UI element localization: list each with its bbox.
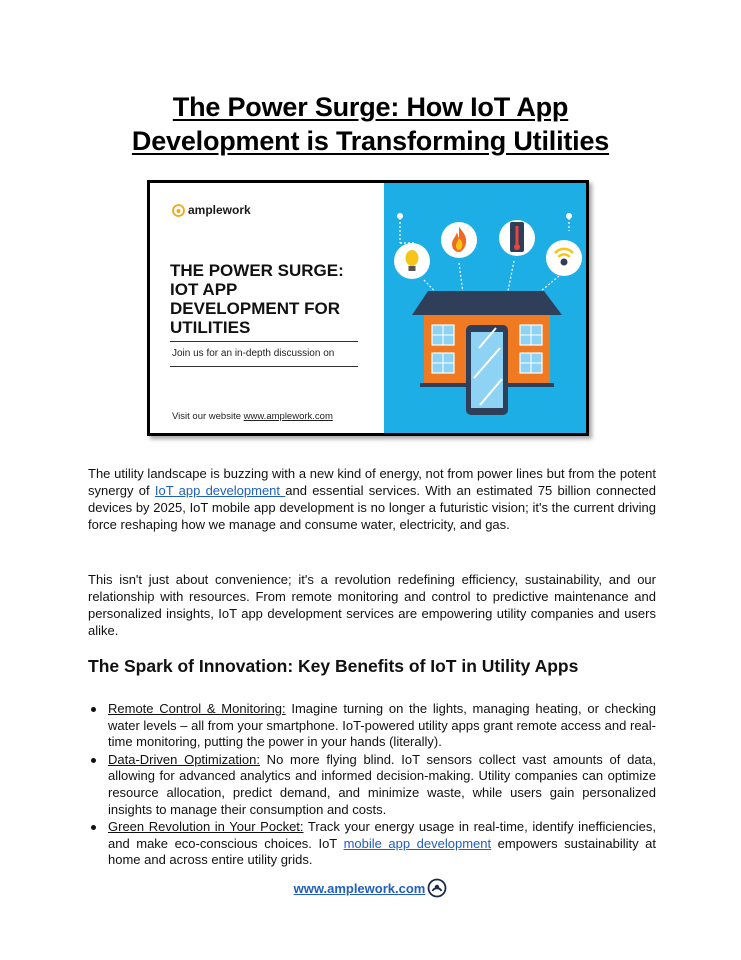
banner-image — [147, 180, 589, 436]
banner-visit-link: www.amplework.com — [243, 411, 333, 422]
amplework-footer-logo-icon — [427, 878, 447, 898]
amplework-logo-icon — [172, 204, 185, 217]
bullet-label: Green Revolution in Your Pocket: — [108, 819, 304, 835]
list-item — [88, 701, 656, 751]
flame-icon — [441, 222, 477, 258]
intro-text-before: The utility landscape is buzzing with a new kind of energy, not from power lines but from the potent synergy of — [88, 466, 656, 498]
title-line-1: The Power Surge: How IoT App — [172, 92, 569, 122]
mobile-app-development-link[interactable]: mobile app development — [343, 835, 492, 851]
iot-app-development-link[interactable]: IoT app development — [154, 483, 286, 498]
bullet-text: empowers sustainability at home and across entire utility grids. — [108, 835, 656, 868]
intro-text-after: and essential services. With an estimated 75 billion connected devices by 2025, IoT mobile app development is no longer a futuristic vision; it's the current driving force reshaping how we manage and consume water, electricity, and gas. — [88, 483, 657, 532]
banner-divider — [170, 366, 358, 367]
smart-house-illustration — [384, 183, 586, 433]
banner-headline — [170, 261, 380, 337]
list-item — [88, 752, 656, 818]
banner-left-panel — [150, 183, 384, 433]
smartphone-door-icon — [466, 325, 508, 415]
bullet-label: Data-Driven Optimization: — [108, 751, 260, 767]
title-line-2: Development is Transforming Utilities — [131, 126, 610, 156]
second-paragraph: This isn't just about convenience; it's a revolution redefining efficiency, sustainability, and our relationship with resources. From remote monitoring and control to predictive maintenance and personalized insights, IoT app development services are empowering utility companies and users alike. — [88, 572, 656, 638]
wifi-signal-icon — [546, 240, 582, 276]
banner-headline-line: UTILITIES — [170, 318, 251, 337]
banner-headline-line: DEVELOPMENT FOR — [170, 299, 341, 318]
brand-logo — [172, 203, 251, 217]
banner-headline-line: IOT APP — [170, 280, 238, 299]
banner-visit-prefix: Visit our website — [172, 411, 244, 422]
benefits-list — [88, 701, 656, 870]
bullet-label: Remote Control & Monitoring: — [108, 701, 286, 716]
bullet-dot — [91, 758, 96, 763]
intro-paragraph — [88, 465, 656, 533]
bullet-dot — [91, 825, 96, 830]
light-bulb-icon — [394, 243, 430, 279]
bullet-text: Track your energy usage in real-time, identify inefficiencies, and make eco-conscious choices. IoT — [108, 819, 656, 851]
banner-divider — [170, 341, 358, 342]
section-heading: The Spark of Innovation: Key Benefits of IoT in Utility Apps — [88, 656, 579, 676]
bullet-text: No more flying blind. IoT sensors collect vast amounts of data, allowing for advanced analytics and informed decision-making. Utility companies can optimize resource allocation, predict demand, and minimize waste, while users gain personalized insights to manage their consumption and costs. — [108, 751, 657, 817]
banner-visit-text — [172, 411, 333, 422]
thermometer-icon — [499, 220, 535, 256]
bullet-text: Imagine turning on the lights, managing heating, or checking water levels – all from your smartphone. IoT-powered utility apps grant remote access and real-time monitoring, putting the power in your hands (literally). — [108, 701, 656, 750]
banner-illustration-panel — [384, 183, 586, 433]
house-roof — [412, 291, 562, 315]
banner-subtitle: Join us for an in-depth discussion on — [172, 348, 335, 359]
footer — [0, 878, 741, 898]
brand-name: amplework — [188, 203, 251, 217]
list-item — [88, 819, 656, 869]
document-title — [60, 90, 681, 158]
bullet-dot — [91, 707, 96, 712]
footer-website-link[interactable]: www.amplework.com — [293, 880, 426, 896]
banner-headline-line: THE POWER SURGE: — [170, 261, 344, 280]
